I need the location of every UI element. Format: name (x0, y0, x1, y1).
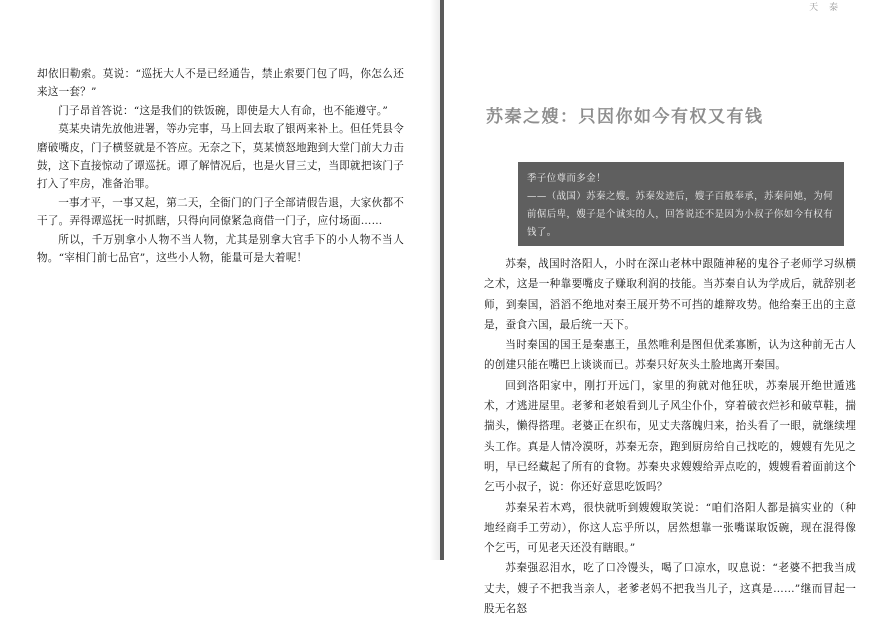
quote-box (518, 162, 844, 246)
quote-attribution: ——（战国）苏秦之嫂。苏秦发迹后，嫂子百般奉承，苏秦问她，为何前倨后卑，嫂子是个诚实的人，回答说还不是因为小叔子你如今有权有钱了。 (527, 191, 834, 238)
right-page (444, 0, 882, 616)
gutter-shadow (430, 0, 440, 560)
left-paragraph: 一事才平，一事又起，第二天，全衙门的门子全部请假告退，大家伙都不干了。弄得谭巡抚一时抓瞎，只得向同僚紧急商借一门子，应付场面…… (37, 196, 404, 228)
left-paragraph: 却依旧勒索。莫说：“巡抚大人不是已经通告，禁止索要门包了吗，你怎么还来这一套？” (37, 68, 404, 99)
chapter-title: 苏秦之嫂：只因你如今有权又有钱 (486, 107, 764, 127)
running-header: 天 泰 (809, 3, 842, 13)
right-paragraph: 苏秦，战国时洛阳人，小时在深山老林中跟随神秘的鬼谷子老师学习纵横之术，这是一种靠要嘴皮子赚取利润的技能。当苏秦自认为学成后，就辞别老师，到秦国，滔滔不绝地对秦王展开势不可挡的雄辩攻势。他给秦王出的主意是，蚕食六国，最后统一天下。 (484, 258, 856, 331)
left-page (0, 0, 440, 560)
left-page-body (37, 65, 404, 267)
left-paragraph: 门子昂首答说：“这是我们的铁饭碗，即使是大人有命，也不能遵守。” (58, 104, 388, 117)
left-paragraph: 莫某央请先放他进署，等办完事，马上回去取了银两来补上。但任凭县令磨破嘴皮，门子横竖就是不答应。无奈之下，莫某愤怒地跑到大堂门前大力击鼓，这下直接惊动了谭巡抚。谭了解情况后，也是火冒三丈，当即就把该门子打入了牢房，准备治罪。 (37, 123, 404, 191)
left-paragraph: 所以，千万别拿小人物不当人物，尤其是别拿大官手下的小人物不当人物。“宰相门前七品官”，这些小人物，能量可是大着呢！ (37, 233, 404, 265)
right-paragraph: 回到洛阳家中，刚打开远门，家里的狗就对他狂吠，苏秦展开绝世遁逃术，才逃进屋里。老爹和老娘看到儿子风尘仆仆，穿着破衣烂衫和破草鞋，揣揣头，懒得搭理。老婆正在织布，见丈夫落魄归来，抬头看了一眼，就继续埋头工作。真是人情冷漠呀，苏秦无奈，跑到厨房给自己找吃的，嫂嫂有先见之明，早已经藏起了所有的食物。苏秦央求嫂嫂给弄点吃的，嫂嫂看着面前这个乞丐小叔子，说：你还好意思吃饭吗？ (484, 379, 856, 494)
right-paragraph: 苏秦呆若木鸡，很快就听到嫂嫂取笑说：“咱们洛阳人都是搞实业的（种地经商手工劳动），你这人忘乎所以，居然想靠一张嘴谋取饭碗，现在混得像个乞丐，可见老天还没有瞎眼。” (484, 501, 856, 555)
right-page-body (484, 254, 856, 619)
right-paragraph: 苏秦强忍泪水，吃了口冷馒头，喝了口凉水，叹息说：“老婆不把我当成丈夫，嫂子不把我当亲人，老爹老妈不把我当儿子，这真是……”继而冒起一股无名怒 (484, 562, 856, 616)
quote-line: 季子位尊而多金！ (527, 173, 607, 184)
right-paragraph: 当时秦国的国王是秦惠王，虽然唯利是图但优柔寡断，认为这种前无古人的创建只能在嘴巴上谈谈而已。苏秦只好灰头土脸地离开秦国。 (484, 339, 856, 372)
